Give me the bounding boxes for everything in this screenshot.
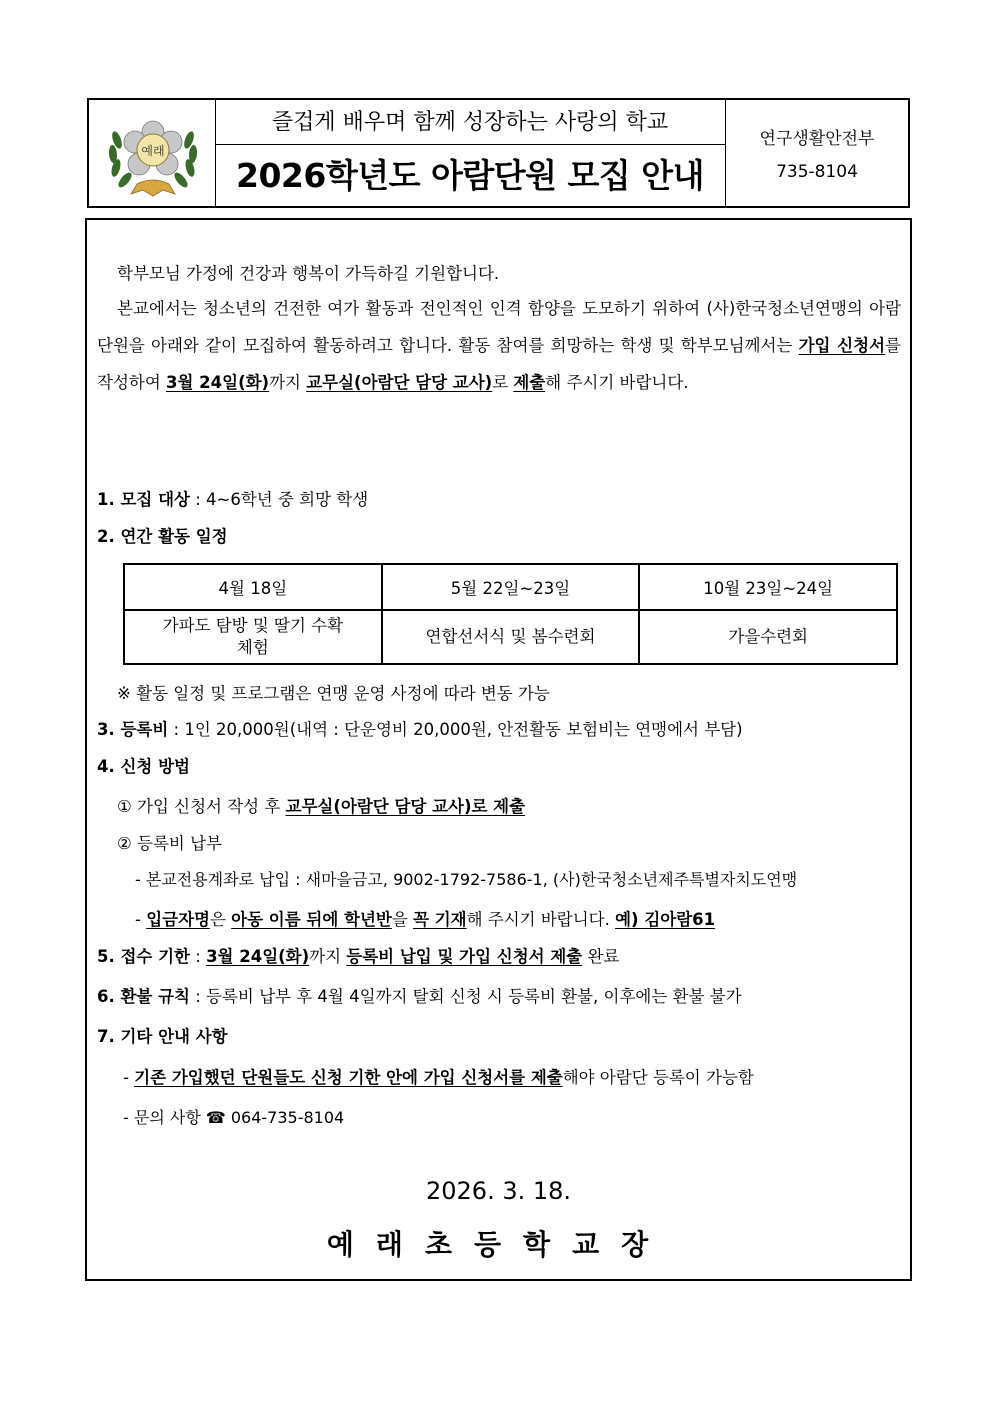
item-7 [97, 1023, 228, 1047]
item-3 [97, 716, 743, 740]
intro-text: 까지 [269, 373, 307, 392]
rule-text: - [135, 910, 147, 929]
item-text: 완료 [582, 947, 620, 966]
intro-place: 교무실(아람단 담당 교사) [306, 373, 493, 392]
schedule-note: ※ 활동 일정 및 프로그램은 연맹 운영 사정에 따라 변동 가능 [117, 684, 550, 703]
deposit-name-rule [135, 906, 715, 930]
step-1 [117, 793, 525, 817]
item-value: : 4~6학년 중 희망 학생 [190, 490, 369, 509]
title-cell [215, 100, 726, 206]
intro-text: 를 작성하여 [97, 336, 901, 392]
item-5 [97, 943, 619, 967]
greeting: 학부모님 가정에 건강과 행복이 가득하길 기원합니다. [117, 264, 500, 283]
account-info: - 본교전용계좌로 납입 : 새마을금고, 9002-1792-7586-1, (사)한국청소년제주특별자치도연맹 [135, 870, 798, 889]
step-2: ② 등록비 납부 [117, 834, 222, 853]
intro-text: 로 [492, 373, 514, 392]
intro-form: 가입 신청서 [798, 336, 886, 355]
department-name: 연구생활안전부 [759, 129, 875, 149]
rule-emph: 입금자명 [146, 910, 210, 929]
contact-line: - 문의 사항 ☎ 064-735-8104 [123, 1108, 345, 1127]
table-row [124, 610, 897, 664]
table-row [124, 564, 897, 610]
item-value: : 등록비 납부 후 4월 4일까지 탈회 신청 시 등록비 환불, 이후에는 환불 불가 [190, 987, 742, 1006]
schedule-date: 5월 22일~23일 [382, 564, 640, 610]
schedule-event: 가을수련회 [639, 610, 897, 664]
principal-signature: 예래초등학교장 [326, 1228, 671, 1261]
schedule-event: 연합선서식 및 봄수련회 [382, 610, 640, 664]
step-text: ① 가입 신청서 작성 후 [117, 797, 286, 816]
item-label: 3. 등록비 [97, 720, 169, 739]
intro-paragraph [97, 290, 901, 401]
deadline-date: 3월 24일(화) [206, 947, 310, 966]
document-date: 2026. 3. 18. [425, 1177, 572, 1205]
logo-cell [89, 100, 216, 206]
item-2 [97, 523, 228, 547]
schedule-date: 10월 23일~24일 [639, 564, 897, 610]
item-text: : [190, 947, 207, 966]
item-label: 1. 모집 대상 [97, 490, 190, 509]
department-cell [726, 100, 908, 206]
item-value: : 1인 20,000원(내역 : 단운영비 20,000원, 안전활동 보험비는 연맹에서 부담) [168, 720, 743, 739]
intro-submit: 제출 [513, 373, 546, 392]
svg-text:예래: 예래 [141, 144, 165, 158]
item-label: 4. 신청 방법 [97, 757, 190, 776]
document-header [87, 98, 910, 208]
intro-text: 해 주시기 바랍니다. [545, 373, 689, 392]
item-4 [97, 753, 190, 777]
item-label: 7. 기타 안내 사항 [97, 1027, 228, 1046]
school-emblem-icon [103, 110, 203, 200]
school-motto: 즐겁게 배우며 함께 성장하는 사랑의 학교 [215, 100, 725, 145]
rule-example: 예) 김아람61 [615, 910, 716, 929]
department-phone: 735-8104 [776, 162, 858, 182]
page-title: 2026학년도 아람단원 모집 안내 [236, 156, 704, 195]
item-6 [97, 983, 742, 1007]
schedule-date: 4월 18일 [124, 564, 382, 610]
note-emph: 기존 가입했던 단원들도 신청 기한 안에 가입 신청서를 제출 [134, 1068, 563, 1087]
rule-text: 은 [209, 910, 232, 929]
rule-text: 해 주시기 바랍니다. [466, 910, 616, 929]
document-body [85, 218, 912, 1281]
rule-text: 을 [391, 910, 414, 929]
other-note-1 [123, 1064, 754, 1088]
schedule-table [123, 563, 898, 665]
note-text: 해야 아람단 등록이 가능함 [562, 1068, 754, 1087]
item-label: 6. 환불 규칙 [97, 987, 190, 1006]
schedule-event: 가파도 탐방 및 딸기 수확 체험 [124, 610, 382, 664]
item-1 [97, 486, 368, 510]
item-label: 5. 접수 기한 [97, 947, 190, 966]
item-label: 2. 연간 활동 일정 [97, 527, 228, 546]
rule-emph: 아동 이름 뒤에 학년반 [231, 910, 392, 929]
rule-emph: 꼭 기재 [413, 910, 467, 929]
intro-deadline: 3월 24일(화) [166, 373, 270, 392]
deadline-task: 등록비 납입 및 가입 신청서 제출 [346, 947, 583, 966]
item-text: 까지 [309, 947, 347, 966]
step-place: 교무실(아람단 담당 교사)로 제출 [285, 797, 526, 816]
note-text: - [123, 1068, 135, 1087]
intro-text: 본교에서는 청소년의 건전한 여가 활동과 전인적인 인격 함양을 도모하기 위하여 (사)한국청소년연맹의 아람단원을 아래와 같이 모집하여 활동하려고 합니다. 활동 참여를 희망하는 학생 및 학부모님께서는 [97, 299, 901, 355]
